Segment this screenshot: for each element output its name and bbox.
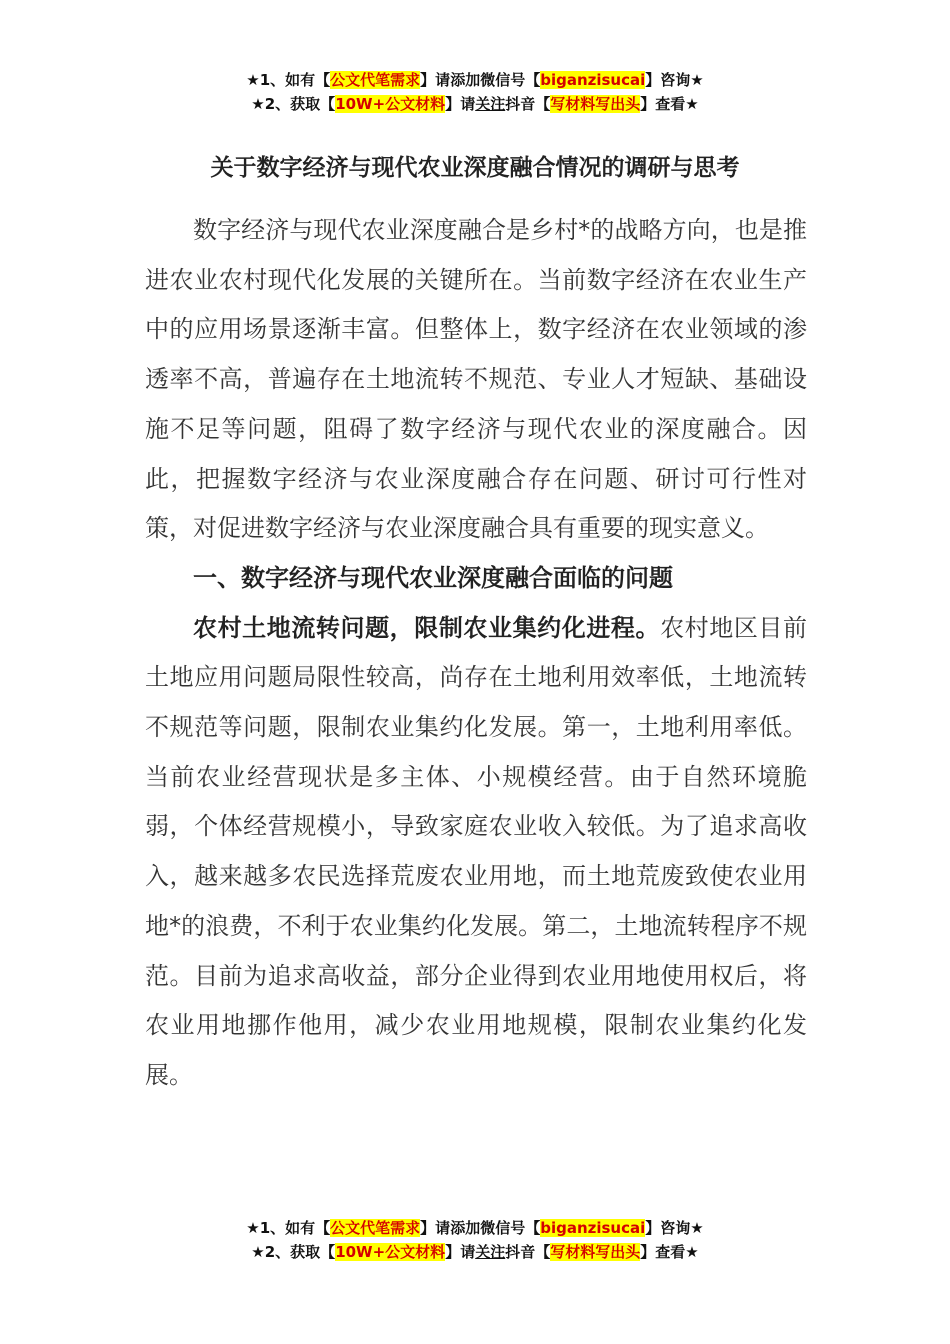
ad-text: ★1、如有【 <box>246 71 331 89</box>
ad-text: 微信号【 <box>480 71 541 89</box>
header-ad-banner <box>0 68 950 116</box>
ad-text: ★2、获取【 <box>251 95 336 113</box>
ad-text: 微信号【 <box>480 1219 541 1237</box>
ad-text: ★2、获取【 <box>251 1243 336 1261</box>
ad-text-follow: 关注 <box>475 1243 506 1261</box>
ad-highlight-douyin-id: 写材料写出头 <box>550 1243 641 1261</box>
ad-text: 】查看★ <box>640 1243 699 1261</box>
document-title: 关于数字经济与现代农业深度融合情况的调研与思考 <box>210 155 740 181</box>
ad-highlight-service: 公文代笔需求 <box>330 71 421 89</box>
paragraph-lead-sentence: 农村土地流转问题，限制农业集约化进程。 <box>193 613 661 642</box>
ad-line-1 <box>0 68 950 92</box>
ad-highlight-douyin-id: 写材料写出头 <box>550 95 641 113</box>
ad-line-2 <box>0 1240 950 1264</box>
ad-text: 抖音【 <box>505 95 551 113</box>
ad-text: 】咨询★ <box>645 71 704 89</box>
document-body <box>145 206 807 1101</box>
section-heading-1: 一、数字经济与现代农业深度融合面临的问题 <box>193 563 673 592</box>
ad-text: 抖音【 <box>505 1243 551 1261</box>
ad-text: 】请 <box>420 71 451 89</box>
paragraph-body-text: 农村地区目前土地应用问题局限性较高，尚存在土地利用效率低，土地流转不规范等问题，限制农业集约化发展。第一，土地利用率低。当前农业经营现状是多主体、小规模经营。由于自然环境脆弱，个体经营规模小，导致家庭农业收入较低。为了追求高收入，越来越多农民选择荒废农业用地，而土地荒废致使农业用地*的浪费，不利于农业集约化发展。第二，土地流转程序不规范。目前为追求高收益，部分企业得到农业用地使用权后，将农业用地挪作他用，减少农业用地规模，限制农业集约化发展。 <box>145 613 808 1089</box>
ad-text: 】请 <box>445 1243 476 1261</box>
ad-highlight-wechat-id: biganzisucai <box>540 71 646 89</box>
ad-highlight-materials: 10W+公文材料 <box>335 1243 446 1261</box>
ad-highlight-service: 公文代笔需求 <box>330 1219 421 1237</box>
ad-line-1 <box>0 1216 950 1240</box>
ad-text: ★1、如有【 <box>246 1219 331 1237</box>
section-paragraph-1 <box>145 604 807 1101</box>
ad-highlight-materials: 10W+公文材料 <box>335 95 446 113</box>
ad-text: 】咨询★ <box>645 1219 704 1237</box>
intro-paragraph: 数字经济与现代农业深度融合是乡村*的战略方向，也是推进农业农村现代化发展的关键所在。当前数字经济在农业生产中的应用场景逐渐丰富。但整体上，数字经济在农业领域的渗透率不高，普遍存在土地流转不规范、专业人才短缺、基础设施不足等问题，阻碍了数字经济与现代农业的深度融合。因此，把握数字经济与农业深度融合存在问题、研讨可行性对策，对促进数字经济与农业深度融合具有重要的现实意义。 <box>145 216 807 543</box>
ad-text-add: 添加 <box>450 1219 481 1237</box>
ad-line-2 <box>0 92 950 116</box>
ad-text-follow: 关注 <box>475 95 506 113</box>
ad-text-add: 添加 <box>450 71 481 89</box>
ad-text: 】查看★ <box>640 95 699 113</box>
ad-text: 】请 <box>420 1219 451 1237</box>
ad-highlight-wechat-id: biganzisucai <box>540 1219 646 1237</box>
footer-ad-banner <box>0 1216 950 1264</box>
ad-text: 】请 <box>445 95 476 113</box>
